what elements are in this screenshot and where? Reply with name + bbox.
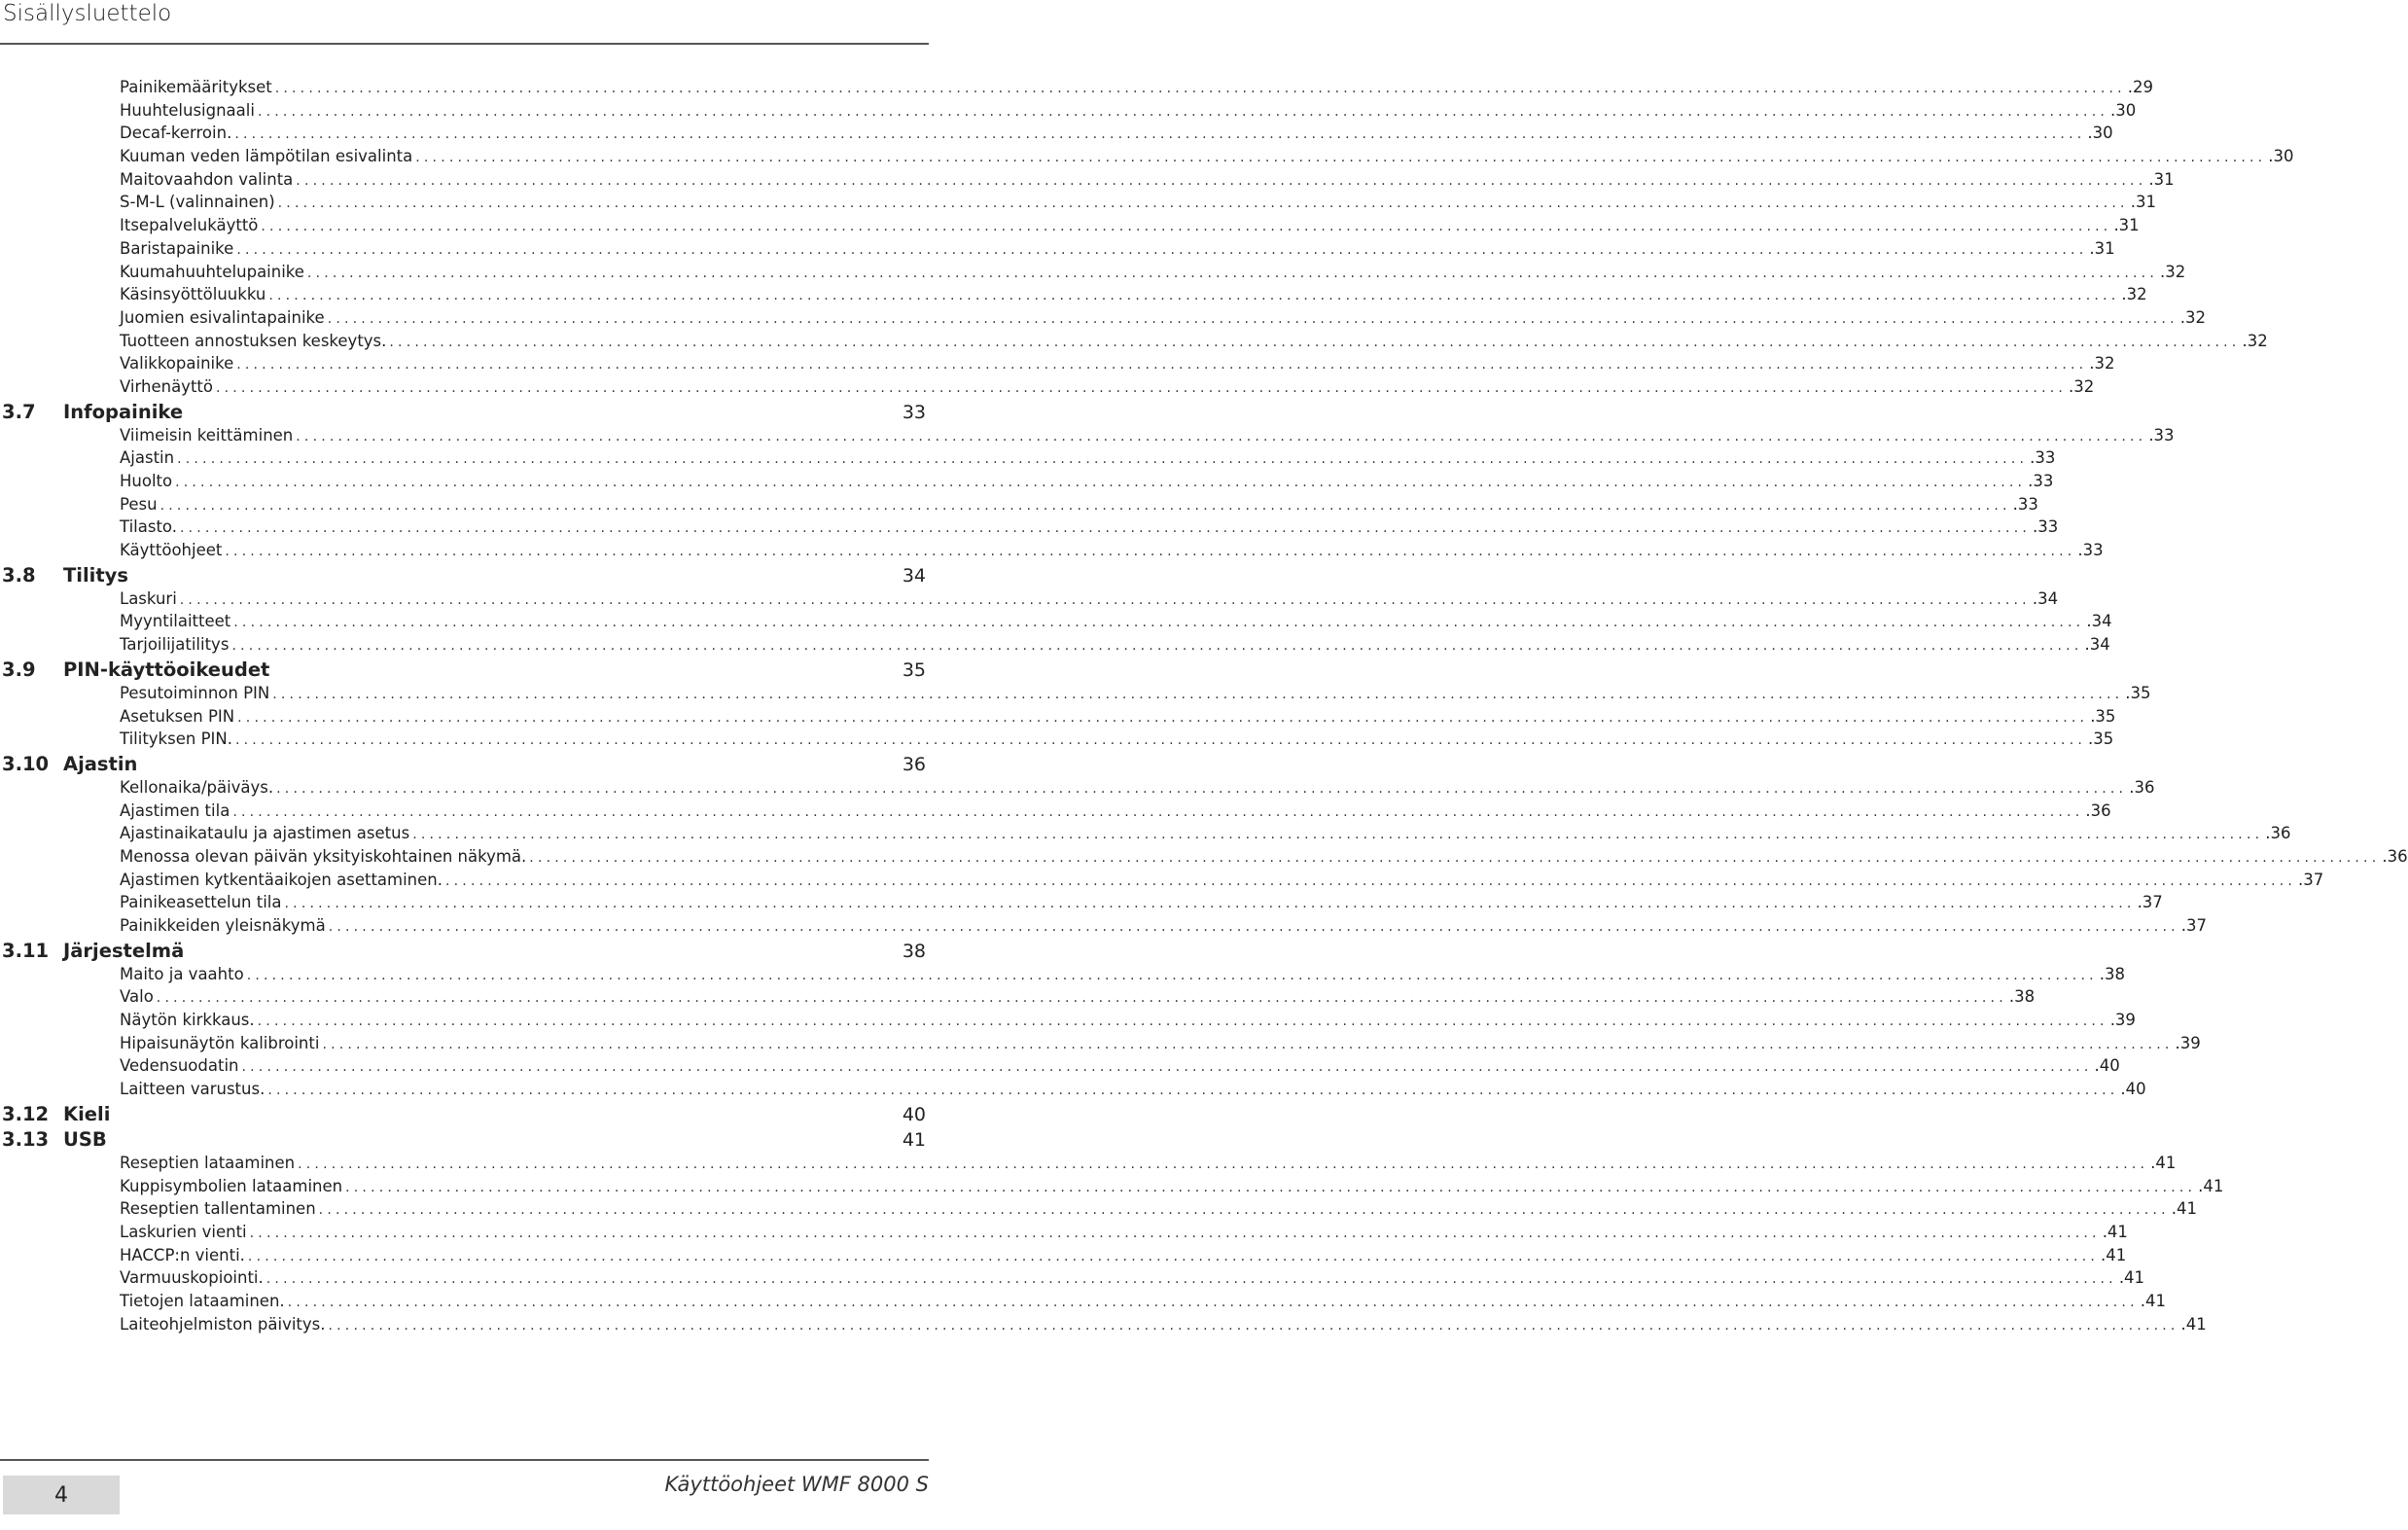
toc-entry[interactable] — [0, 76, 2154, 99]
toc-entry-label: Tarjoilijatilitys — [120, 633, 231, 657]
toc-entry-label: Decaf-kerroin. — [120, 122, 234, 145]
toc-entry-label: Myyntilaitteet — [120, 610, 233, 633]
section-title: PIN-käyttöoikeudet — [63, 658, 270, 681]
toc-entry-label: Valo — [120, 985, 157, 1009]
toc-entry-page-number: .41 — [2196, 1175, 2223, 1198]
toc-entry-page-number: .34 — [2031, 587, 2058, 611]
toc-entry-page-number: .32 — [2087, 352, 2114, 375]
toc-entry-page-number: .31 — [2111, 214, 2139, 237]
toc-entry-label: Reseptien lataaminen — [120, 1152, 298, 1175]
toc-entry-page-number: .32 — [2119, 283, 2146, 306]
section-page-number: 40 — [902, 1103, 926, 1125]
toc-entry-label: Kuumahuuhtelupainike — [120, 261, 307, 284]
document-title: Käyttöohjeet WMF 8000 S — [664, 1473, 929, 1496]
toc-entry-label: Hipaisunäytön kalibrointi — [120, 1032, 322, 1055]
section-page-number: 36 — [902, 753, 926, 775]
toc-entry-page-number: .41 — [2148, 1152, 2176, 1175]
toc-entry[interactable] — [0, 1221, 2128, 1244]
toc-entry-page-number: .30 — [2108, 99, 2136, 123]
toc-entry[interactable] — [0, 1032, 2201, 1055]
toc-section-heading[interactable] — [0, 939, 926, 963]
section-number: 3.10 — [2, 752, 50, 775]
dot-leader: ............................................................................................................................................................................................................................ — [241, 1059, 2093, 1076]
toc-entry-page-number: .35 — [2123, 682, 2150, 705]
toc-entry-label: Baristapainike — [120, 237, 236, 261]
toc-entry-label: Tilityksen PIN. — [120, 728, 235, 751]
dot-leader: ............................................................................................................................................................................................................................ — [179, 520, 2032, 537]
toc-entry[interactable] — [0, 1175, 2224, 1198]
dot-leader: ............................................................................................................................................................................................................................ — [159, 497, 2011, 514]
toc-entry-page-number: .33 — [2146, 424, 2174, 447]
toc-entry[interactable] — [0, 728, 2114, 751]
toc-entry-label: Laiteohjelmiston päivitys. — [120, 1313, 329, 1336]
page-header-title: Sisällysluettelo — [3, 1, 172, 26]
toc-entry-page-number: .40 — [2118, 1078, 2145, 1101]
toc-entry-page-number: .32 — [2240, 330, 2267, 353]
dot-leader: ............................................................................................................................................................................................................................ — [247, 1248, 2099, 1264]
toc-entry-page-number: .35 — [2086, 728, 2113, 751]
toc-entry[interactable] — [0, 587, 2059, 611]
dot-leader: ............................................................................................................................................................................................................................ — [246, 967, 2098, 983]
toc-entry-label: Virhenäyttö — [120, 375, 216, 399]
dot-leader: ............................................................................................................................................................................................................................ — [274, 81, 2126, 96]
toc-entry-label: Ajastin — [120, 446, 177, 470]
section-page-number: 38 — [902, 940, 926, 962]
dot-leader: ............................................................................................................................................................................................................................ — [257, 103, 2108, 120]
dot-leader: ............................................................................................................................................................................................................................ — [236, 357, 2088, 374]
toc-entry[interactable] — [0, 375, 2095, 399]
toc-entry-label: Reseptien tallentaminen — [120, 1197, 319, 1221]
toc-entry-label: Menossa olevan päivän yksityiskohtainen näkymä. — [120, 845, 529, 869]
dot-leader: ............................................................................................................................................................................................................................ — [156, 990, 2007, 1007]
dot-leader: ............................................................................................................................................................................................................................ — [298, 1156, 2149, 1172]
toc-entry-label: Huuhtelusignaali — [120, 99, 258, 123]
section-title: Ajastin — [63, 752, 138, 775]
toc-entry-page-number: .37 — [2296, 869, 2323, 892]
section-number: 3.12 — [2, 1102, 50, 1125]
header-divider — [0, 43, 929, 45]
section-page-number: 33 — [902, 401, 926, 423]
toc-entry-page-number: .33 — [2031, 516, 2058, 539]
toc-entry[interactable] — [0, 1313, 2207, 1336]
dot-leader: ............................................................................................................................................................................................................................ — [261, 219, 2112, 235]
toc-entry-page-number: .39 — [2174, 1032, 2201, 1055]
section-number: 3.13 — [2, 1127, 50, 1151]
dot-leader: ............................................................................................................................................................................................................................ — [267, 1083, 2119, 1099]
section-title: Järjestelmä — [63, 939, 185, 962]
dot-leader: ............................................................................................................................................................................................................................ — [284, 896, 2136, 912]
toc-entry[interactable] — [0, 352, 2115, 375]
toc-entry[interactable] — [0, 1152, 2177, 1175]
toc-entry-page-number: .41 — [2117, 1266, 2144, 1290]
toc-entry-page-number: .33 — [2028, 446, 2055, 470]
toc-entry[interactable] — [0, 214, 2140, 237]
dot-leader: ............................................................................................................................................................................................................................ — [215, 379, 2068, 396]
toc-entry[interactable] — [0, 633, 2110, 657]
toc-entry[interactable] — [0, 1054, 2120, 1078]
toc-entry[interactable] — [0, 424, 2175, 447]
toc-entry-page-number: .33 — [2075, 539, 2103, 562]
dot-leader: ............................................................................................................................................................................................................................ — [233, 615, 2085, 631]
dot-leader: ............................................................................................................................................................................................................................ — [529, 849, 2381, 866]
dot-leader: ............................................................................................................................................................................................................................ — [234, 732, 2087, 749]
dot-leader: ............................................................................................................................................................................................................................ — [237, 709, 2089, 726]
toc-entry-page-number: .39 — [2108, 1009, 2136, 1032]
toc-entry-page-number: .31 — [2146, 168, 2174, 192]
toc-entry-page-number: .37 — [2136, 891, 2163, 914]
dot-leader: ............................................................................................................................................................................................................................ — [322, 1036, 2174, 1052]
toc-entry-label: Ajastimen kytkentäaikojen asettaminen. — [120, 869, 445, 892]
toc-entry-label: Laitteen varustus. — [120, 1078, 267, 1101]
toc-entry-label: Laskurien vienti — [120, 1221, 250, 1244]
toc-entry-page-number: .36 — [2083, 800, 2110, 823]
toc-entry-label: Itsepalvelukäyttö — [120, 214, 261, 237]
toc-entry[interactable] — [0, 122, 2113, 145]
dot-leader: ............................................................................................................................................................................................................................ — [268, 288, 2120, 304]
dot-leader: ............................................................................................................................................................................................................................ — [318, 1202, 2170, 1219]
toc-entry-label: Pesutoiminnon PIN — [120, 682, 272, 705]
toc-entry[interactable] — [0, 237, 2115, 261]
dot-leader: ............................................................................................................................................................................................................................ — [445, 872, 2297, 889]
dot-leader: ............................................................................................................................................................................................................................ — [175, 475, 2027, 490]
toc-entry-page-number: .37 — [2179, 914, 2207, 938]
dot-leader: ............................................................................................................................................................................................................................ — [249, 1225, 2101, 1241]
toc-entry-page-number: .32 — [2158, 261, 2185, 284]
toc-entry[interactable] — [0, 800, 2111, 823]
section-page-number: 35 — [902, 658, 926, 681]
section-title: USB — [63, 1127, 107, 1151]
dot-leader: ............................................................................................................................................................................................................................ — [328, 1317, 2179, 1334]
toc-entry-page-number: .36 — [2127, 776, 2154, 800]
toc-entry[interactable] — [0, 191, 2156, 214]
toc-entry[interactable] — [0, 963, 2125, 986]
dot-leader: ............................................................................................................................................................................................................................ — [415, 150, 2267, 166]
table-of-contents — [0, 76, 2408, 1335]
toc-section-heading[interactable] — [0, 1102, 926, 1126]
toc-entry[interactable] — [0, 145, 2294, 168]
toc-entry[interactable] — [0, 705, 2116, 729]
toc-entry[interactable] — [0, 1197, 2197, 1221]
section-title: Tilitys — [63, 563, 128, 587]
toc-entry-label: Maito ja vaahto — [120, 963, 247, 986]
toc-entry-label: Kellonaika/päiväys. — [120, 776, 276, 800]
toc-entry[interactable] — [0, 914, 2207, 938]
toc-entry-page-number: .33 — [2026, 470, 2053, 493]
toc-entry[interactable] — [0, 845, 2408, 869]
toc-entry-label: Vedensuodatin — [120, 1054, 242, 1078]
toc-entry-page-number: .34 — [2084, 610, 2111, 633]
toc-entry[interactable] — [0, 1290, 2166, 1313]
toc-entry-page-number: .41 — [2179, 1313, 2207, 1336]
toc-entry-page-number: .36 — [2263, 822, 2290, 845]
toc-entry-label: Juomien esivalintapainike — [120, 306, 328, 330]
toc-entry-label: Painikemääritykset — [120, 76, 275, 99]
toc-entry-page-number: .41 — [2170, 1197, 2197, 1221]
toc-entry-page-number: .32 — [2178, 306, 2206, 330]
toc-entry-label: Käyttöohjeet — [120, 539, 225, 562]
footer-divider — [0, 1459, 929, 1461]
toc-entry-label: Asetuksen PIN — [120, 705, 237, 729]
toc-entry-label: Painikkeiden yleisnäkymä — [120, 914, 329, 938]
toc-entry-label: Varmuuskopiointi. — [120, 1266, 266, 1290]
toc-entry-label: Näytön kirkkaus. — [120, 1009, 258, 1032]
toc-entry-page-number: .29 — [2126, 76, 2153, 99]
toc-entry-page-number: .31 — [2087, 237, 2114, 261]
toc-entry-label: Kuppisymbolien lataaminen — [120, 1175, 345, 1198]
dot-leader: ............................................................................................................................................................................................................................ — [412, 827, 2264, 843]
toc-entry[interactable] — [0, 516, 2059, 539]
section-number: 3.8 — [2, 563, 36, 587]
toc-entry-label: S-M-L (valinnainen) — [120, 191, 278, 214]
toc-entry-page-number: .38 — [2007, 985, 2035, 1009]
toc-entry-label: Ajastinaikataulu ja ajastimen asetus — [120, 822, 412, 845]
dot-leader: ............................................................................................................................................................................................................................ — [225, 544, 2076, 560]
toc-entry-page-number: .41 — [2139, 1290, 2166, 1313]
toc-entry-label: Tuotteen annostuksen keskeytys. — [120, 330, 389, 353]
toc-entry[interactable] — [0, 283, 2147, 306]
toc-entry-page-number: .33 — [2011, 493, 2038, 516]
toc-entry[interactable] — [0, 1009, 2136, 1032]
dot-leader: ............................................................................................................................................................................................................................ — [296, 428, 2147, 445]
dot-leader: ............................................................................................................................................................................................................................ — [179, 591, 2031, 608]
toc-entry[interactable] — [0, 891, 2163, 914]
dot-leader: ............................................................................................................................................................................................................................ — [296, 172, 2147, 189]
dot-leader: ............................................................................................................................................................................................................................ — [231, 638, 2083, 655]
toc-entry[interactable] — [0, 446, 2056, 470]
toc-entry-page-number: .36 — [2380, 845, 2407, 869]
section-number: 3.11 — [2, 939, 50, 962]
toc-entry-label: Valikkopainike — [120, 352, 236, 375]
toc-entry-label: Käsinsyöttöluukku — [120, 283, 268, 306]
toc-entry[interactable] — [0, 493, 2038, 516]
toc-entry-page-number: .32 — [2067, 375, 2094, 399]
toc-entry-page-number: .40 — [2093, 1054, 2120, 1078]
dot-leader: ............................................................................................................................................................................................................................ — [306, 265, 2158, 281]
section-title: Infopainike — [63, 400, 184, 423]
dot-leader: ............................................................................................................................................................................................................................ — [328, 919, 2179, 935]
toc-entry-page-number: .35 — [2088, 705, 2115, 729]
toc-entry-label: Ajastimen tila — [120, 800, 232, 823]
toc-entry[interactable] — [0, 610, 2112, 633]
toc-entry-label: Painikeasettelun tila — [120, 891, 285, 914]
page-number-box — [3, 1476, 120, 1514]
toc-entry-label: Tilasto. — [120, 516, 180, 539]
toc-section-heading[interactable] — [0, 658, 926, 682]
toc-entry-page-number: .31 — [2129, 191, 2156, 214]
toc-entry[interactable] — [0, 470, 2054, 493]
toc-entry[interactable] — [0, 682, 2151, 705]
page-number: 4 — [54, 1482, 68, 1508]
toc-entry-label: Huolto — [120, 470, 175, 493]
toc-entry[interactable] — [0, 1078, 2146, 1101]
section-title: Kieli — [63, 1102, 111, 1125]
toc-section-heading[interactable] — [0, 563, 926, 587]
dot-leader: ............................................................................................................................................................................................................................ — [257, 1014, 2108, 1030]
section-page-number: 41 — [902, 1128, 926, 1151]
dot-leader: ............................................................................................................................................................................................................................ — [232, 803, 2084, 820]
toc-entry-page-number: .41 — [2101, 1221, 2128, 1244]
dot-leader: ............................................................................................................................................................................................................................ — [177, 451, 2029, 468]
toc-entry[interactable] — [0, 306, 2206, 330]
dot-leader: ............................................................................................................................................................................................................................ — [345, 1179, 2197, 1195]
toc-section-heading[interactable] — [0, 752, 926, 776]
toc-entry[interactable] — [0, 985, 2036, 1009]
toc-entry-label: Pesu — [120, 493, 160, 516]
dot-leader: ............................................................................................................................................................................................................................ — [234, 126, 2086, 143]
toc-entry[interactable] — [0, 330, 2268, 353]
toc-entry-label: Maitovaahdon valinta — [120, 168, 296, 192]
toc-entry[interactable] — [0, 1266, 2145, 1290]
section-number: 3.9 — [2, 658, 36, 681]
toc-entry[interactable] — [0, 1244, 2127, 1267]
dot-leader: ............................................................................................................................................................................................................................ — [287, 1294, 2139, 1310]
toc-entry-label: Laskuri — [120, 587, 180, 611]
dot-leader: ............................................................................................................................................................................................................................ — [236, 241, 2088, 258]
toc-entry[interactable] — [0, 776, 2155, 800]
section-number: 3.7 — [2, 400, 36, 423]
toc-entry-page-number: .30 — [2266, 145, 2293, 168]
dot-leader: ............................................................................................................................................................................................................................ — [266, 1271, 2117, 1288]
dot-leader: ............................................................................................................................................................................................................................ — [276, 780, 2128, 797]
dot-leader: ............................................................................................................................................................................................................................ — [277, 196, 2129, 212]
toc-entry-label: Kuuman veden lämpötilan esivalinta — [120, 145, 415, 168]
toc-entry-page-number: .30 — [2085, 122, 2112, 145]
dot-leader: ............................................................................................................................................................................................................................ — [389, 334, 2241, 350]
dot-leader: ............................................................................................................................................................................................................................ — [327, 310, 2178, 327]
toc-entry[interactable] — [0, 261, 2186, 284]
toc-entry-label: Viimeisin keittäminen — [120, 424, 296, 447]
section-page-number: 34 — [902, 564, 926, 587]
toc-entry[interactable] — [0, 99, 2137, 123]
toc-entry[interactable] — [0, 869, 2324, 892]
toc-entry-label: Tietojen lataaminen. — [120, 1290, 288, 1313]
toc-entry[interactable] — [0, 168, 2175, 192]
toc-entry[interactable] — [0, 539, 2104, 562]
toc-section-heading[interactable] — [0, 1127, 926, 1152]
toc-entry-page-number: .34 — [2082, 633, 2109, 657]
toc-entry-page-number: .38 — [2098, 963, 2125, 986]
toc-section-heading[interactable] — [0, 400, 926, 424]
toc-entry-label: HACCP:n vienti. — [120, 1244, 248, 1267]
toc-entry-page-number: .41 — [2099, 1244, 2126, 1267]
dot-leader: ............................................................................................................................................................................................................................ — [272, 686, 2124, 702]
toc-entry[interactable] — [0, 822, 2291, 845]
